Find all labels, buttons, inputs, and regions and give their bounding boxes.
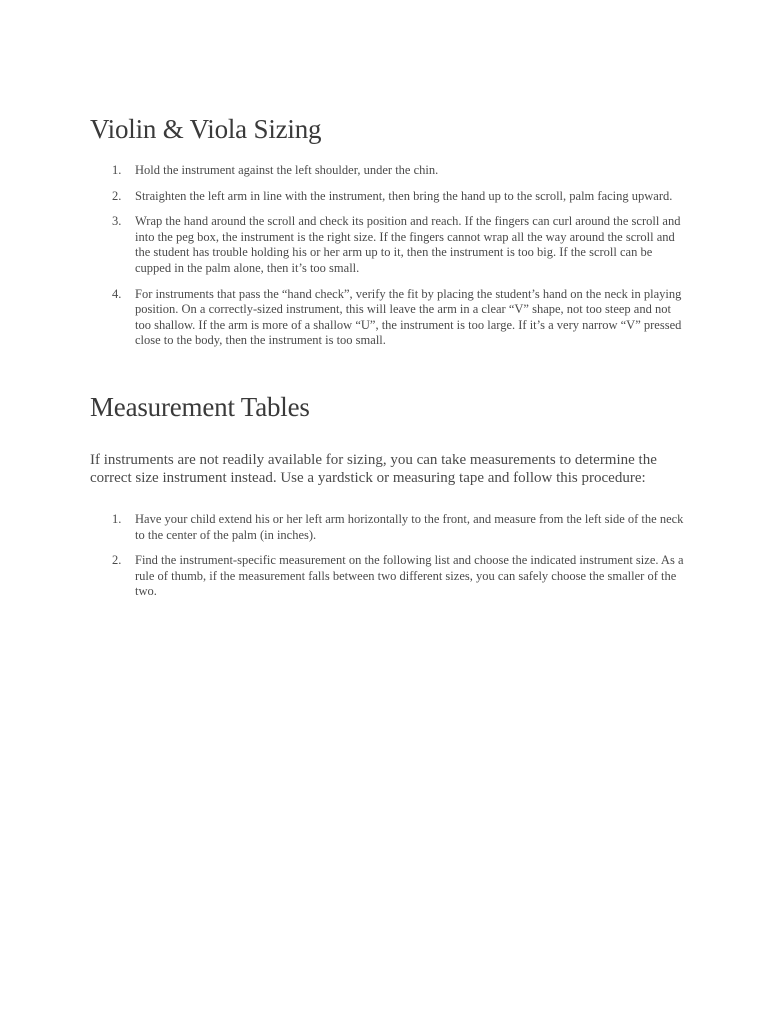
list-item-number: 1. (112, 512, 122, 526)
measurement-steps-list (90, 512, 690, 610)
list-item-text: For instruments that pass the “hand check”, verify the fit by placing the student’s hand on the neck in playing position. On a correctly-sized instrument, this will leave the arm in a clear “V” shape, not too steep and not too shallow. If the arm is more of a shallow “U”, the instrument is too large. If it’s a very narrow “V” pressed close to the body, then the instrument is too small. (135, 286, 682, 348)
list-item (90, 287, 690, 349)
list-item (90, 512, 690, 543)
list-item-text: Have your child extend his or her left arm horizontally to the front, and measure from the left side of the neck to the center of the palm (in inches). (135, 512, 684, 542)
list-item (90, 189, 690, 205)
section-heading-measurement-tables: Measurement Tables (90, 392, 310, 422)
list-item-number: 3. (112, 214, 122, 229)
list-item-text: Straighten the left arm in line with the instrument, then bring the hand up to the scroll, palm facing upward. (135, 188, 673, 203)
list-item-text: Find the instrument-specific measurement on the following list and choose the indicated instrument size. As a rule of thumb, if the measurement falls between two different sizes, you can safely choose the smaller of the two. (135, 553, 684, 599)
list-item-number: 4. (112, 286, 122, 301)
measurement-intro-paragraph: If instruments are not readily available for sizing, you can take measurements to determine the correct size instrument instead. Use a yardstick or measuring tape and follow this procedure: (90, 452, 657, 486)
list-item-number: 1. (112, 163, 122, 177)
list-item (90, 553, 690, 600)
list-item-text: Hold the instrument against the left shoulder, under the chin. (135, 163, 439, 177)
list-item-text: Wrap the hand around the scroll and check its position and reach. If the fingers can curl around the scroll and into the peg box, the instrument is the right size. If the fingers cannot wrap all the way around the scroll and the student has trouble holding his or her arm up to it, then the instrument is too big. If the scroll can be cupped in the palm alone, then it’s too small. (135, 214, 681, 275)
section-heading-violin-viola-sizing: Violin & Viola Sizing (90, 114, 322, 144)
list-item-number: 2. (112, 553, 122, 568)
sizing-steps-list (90, 163, 690, 359)
list-item-number: 2. (112, 188, 122, 203)
list-item (90, 214, 690, 276)
list-item (90, 163, 690, 179)
